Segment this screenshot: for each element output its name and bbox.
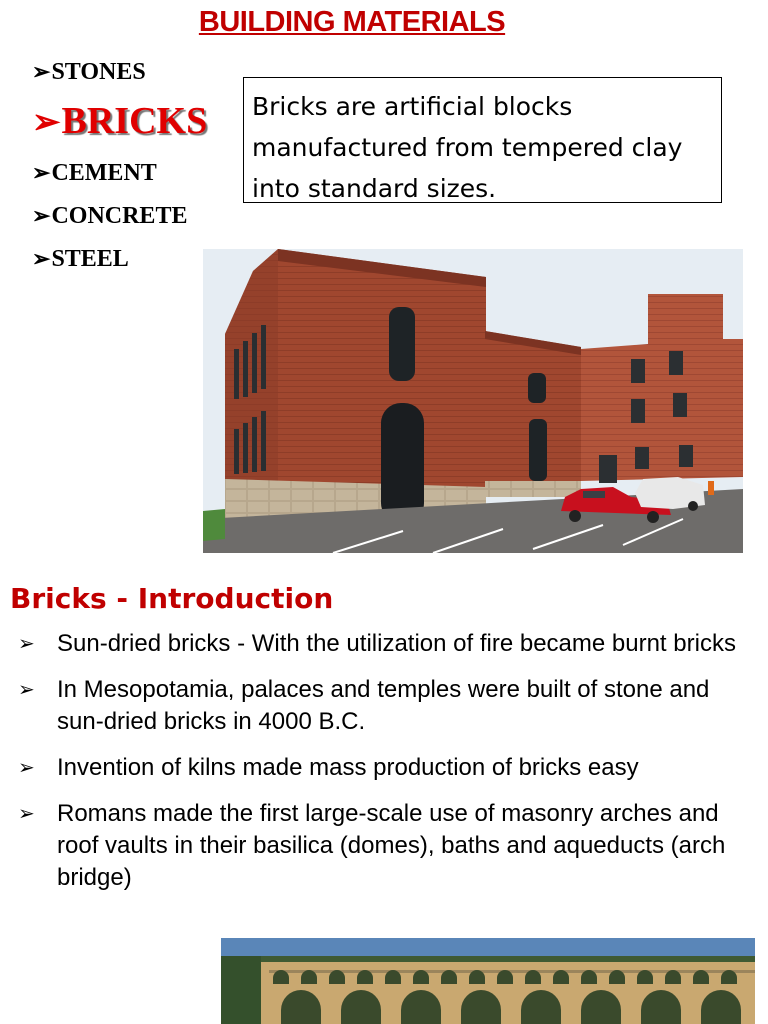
menu-item-steel[interactable]: ➢STEEL: [32, 246, 129, 272]
menu-item-stones[interactable]: ➢STONES: [32, 59, 146, 85]
list-item: ➢ Invention of kilns made mass production of bricks easy: [18, 752, 748, 784]
arrow-bullet-icon: ➢: [32, 203, 51, 228]
definition-box: Bricks are artificial blocks manufactured from tempered clay into standard sizes.: [243, 77, 722, 203]
arrow-bullet-icon: ➢: [18, 679, 35, 701]
material-menu: [32, 55, 207, 285]
menu-item-concrete[interactable]: ➢CONCRETE: [32, 203, 188, 229]
arrow-bullet-icon: ➢: [32, 59, 51, 84]
arrow-bullet-icon: ➢: [32, 104, 61, 141]
arrow-bullet-icon: ➢: [32, 160, 51, 185]
intro-bullet-list: [18, 628, 748, 908]
arrow-bullet-icon: ➢: [18, 803, 35, 825]
list-item: ➢ Sun-dried bricks - With the utilization of fire became burnt bricks: [18, 628, 748, 660]
page-title: BUILDING MATERIALS: [198, 6, 506, 38]
aqueduct-photo: [221, 938, 755, 1024]
arrow-bullet-icon: ➢: [18, 757, 35, 779]
list-item: ➢ Romans made the first large-scale use of masonry arches and roof vaults in their basilica (domes), baths and aqueducts (arch bridge): [18, 800, 726, 891]
arrow-bullet-icon: ➢: [18, 633, 35, 655]
list-item: ➢ In Mesopotamia, palaces and temples were built of stone and sun-dried bricks in 4000 B.C.: [18, 676, 710, 735]
brick-building-photo: [203, 249, 743, 553]
menu-item-cement[interactable]: ➢CEMENT: [32, 160, 157, 186]
arrow-bullet-icon: ➢: [32, 246, 51, 271]
section-title: Bricks - Introduction: [10, 582, 334, 615]
menu-item-bricks[interactable]: ➢BRICKS: [32, 100, 208, 142]
